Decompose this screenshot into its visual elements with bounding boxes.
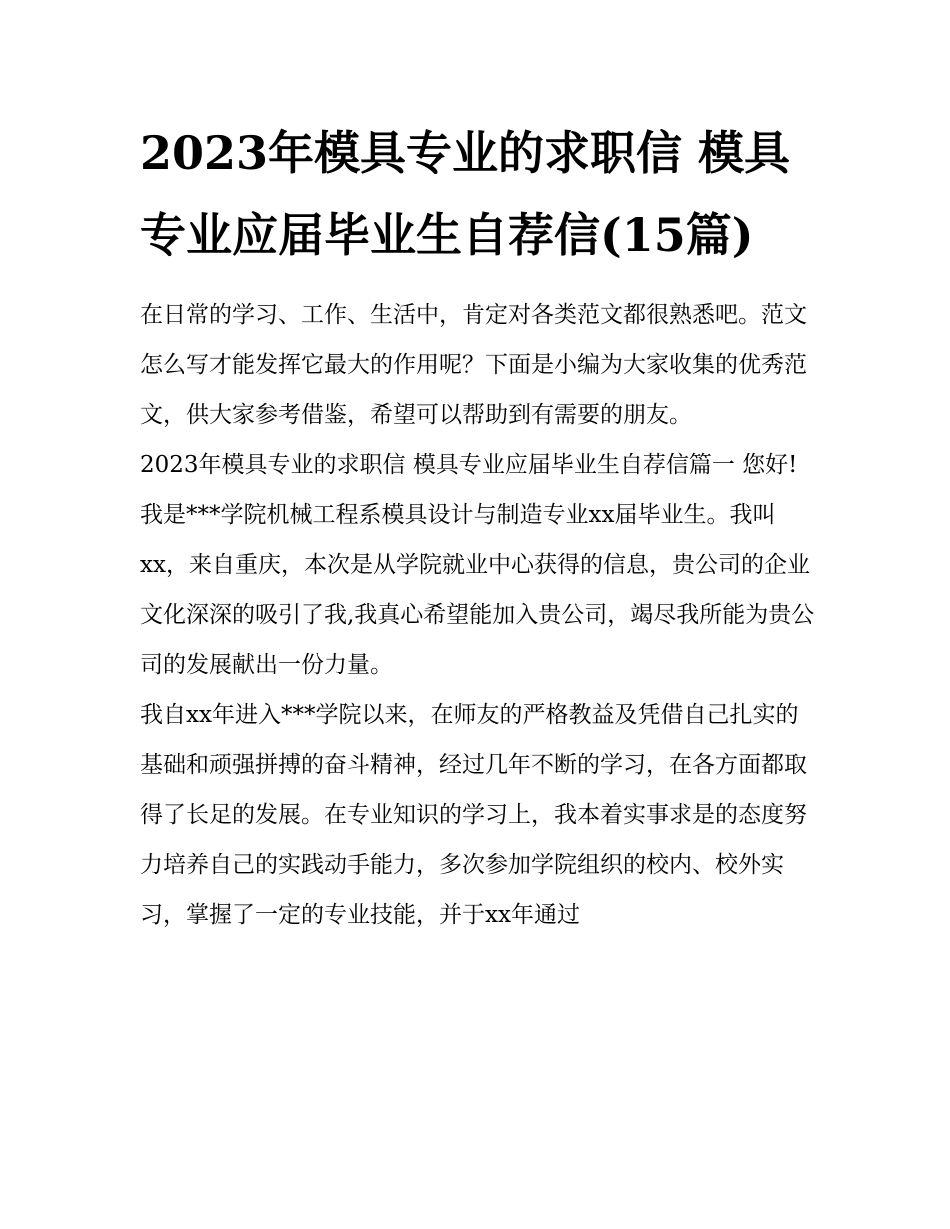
paragraph-study-experience: 我自xx年进入***学院以来，在师友的严格教益及凭借自己扎实的基础和顽强拼搏的奋斗精神，经过几年不断的学习，在各方面都取得了长足的发展。在专业知识的学习上，我本着实事求是的态度努力培养自己的实践动手能力，多次参加学院组织的校内、校外实习，掌握了一定的专业技能，并于xx年通过	[140, 702, 807, 928]
paragraph-intro: 在日常的学习、工作、生活中，肯定对各类范文都很熟悉吧。范文怎么写才能发挥它最大的作用呢？下面是小编为大家收集的优秀范文，供大家参考借鉴，希望可以帮助到有需要的朋友。	[140, 302, 807, 428]
document-page	[140, 112, 815, 940]
paragraph-self-introduction: 我是***学院机械工程系模具设计与制造专业xx届毕业生。我叫xx，来自重庆，本次是从学院就业中心获得的信息，贵公司的企业文化深深的吸引了我,我真心希望能加入贵公司，竭尽我所能为贵公司的发展献出一份力量。	[140, 502, 815, 678]
document-title: 2023年模具专业的求职信 模具专业应届毕业生自荐信(15篇)	[140, 126, 791, 262]
paragraph-letter-heading: 2023年模具专业的求职信 模具专业应届毕业生自荐信篇一 您好!	[140, 452, 798, 478]
